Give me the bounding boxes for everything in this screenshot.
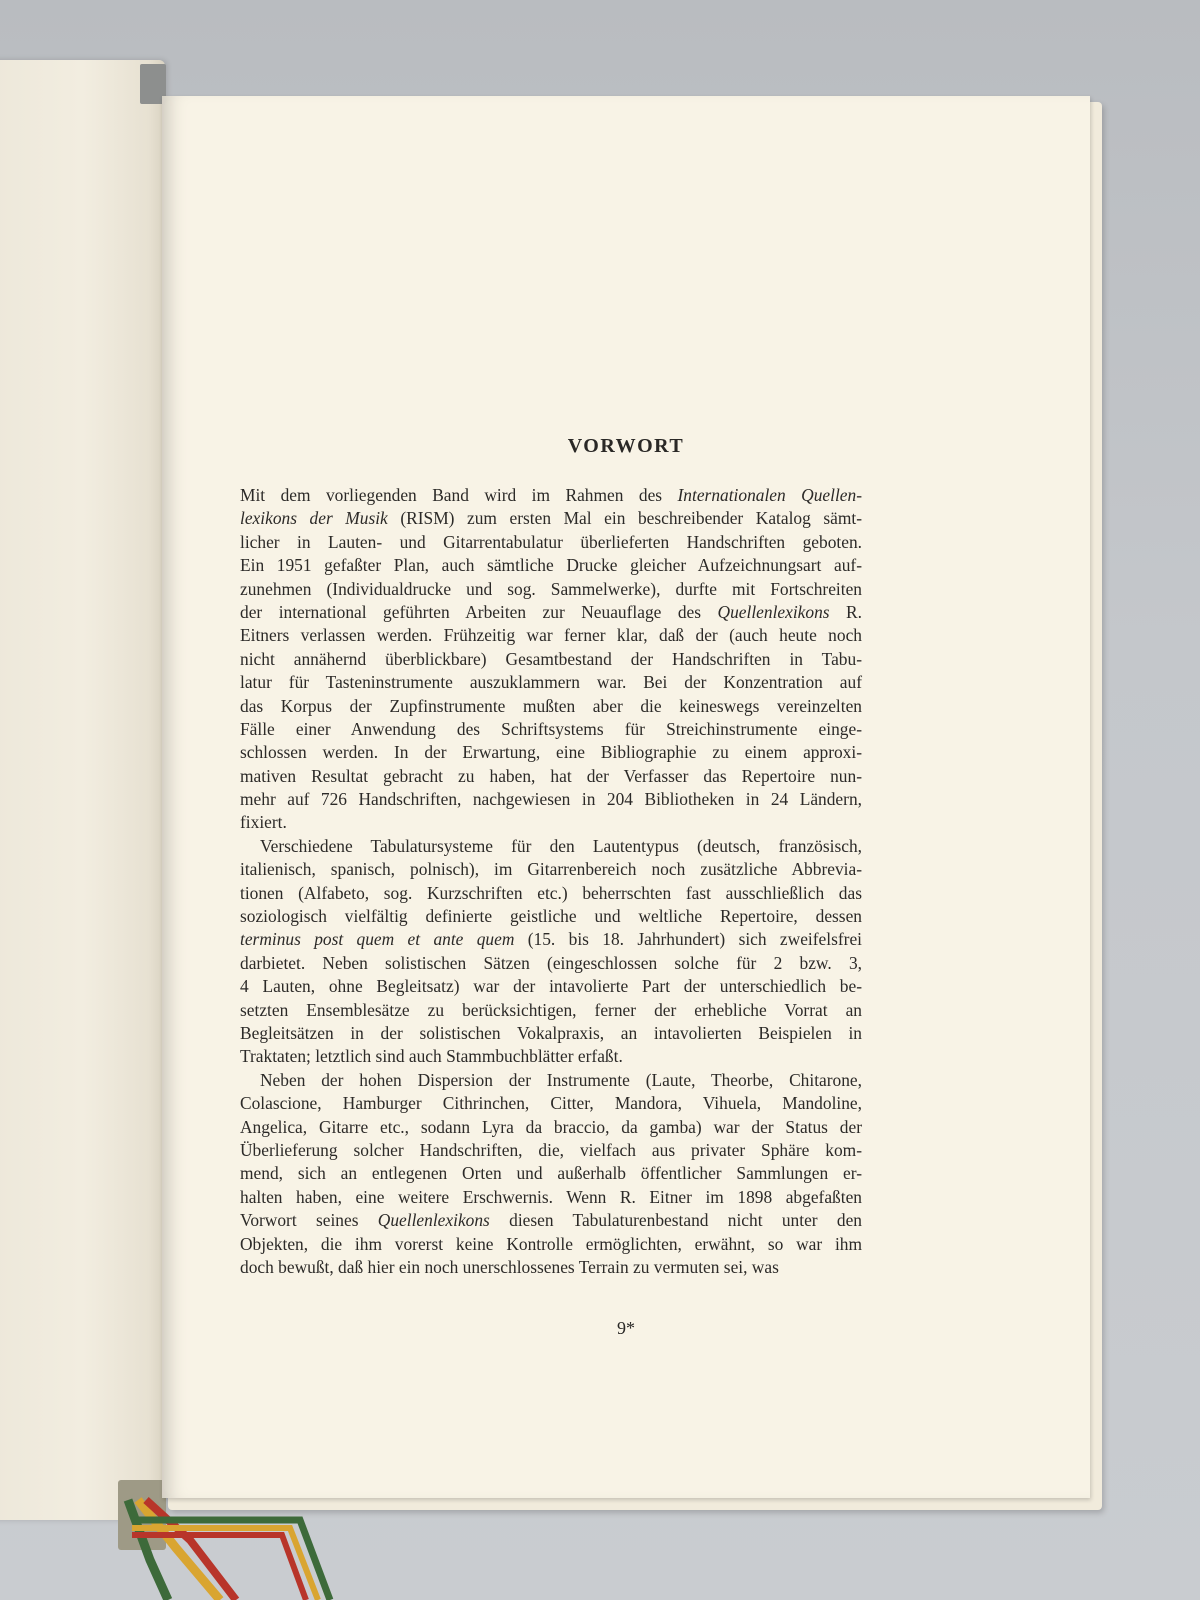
text-line	[240, 578, 862, 601]
text-line	[240, 811, 862, 834]
text-segment: mehr auf 726 Handschriften, nachgewiesen in 204 Bibliotheken in 24 Ländern,	[240, 789, 862, 810]
text-segment: R.	[829, 601, 862, 622]
text-segment: licher in Lauten- und Gitarrentabulatur überlieferten Handschriften geboten.	[240, 531, 862, 552]
text-line	[240, 554, 862, 577]
text-line	[240, 1069, 862, 1092]
text-segment: Eitners verlassen werden. Frühzeitig war ferner klar, daß der (auch heute noch	[240, 625, 862, 646]
text-line	[240, 648, 862, 671]
text-line	[240, 601, 862, 624]
text-segment: darbietet. Neben solistischen Sätzen (eingeschlossen solche für 2 bzw. 3,	[240, 952, 862, 973]
text-segment: Angelica, Gitarre etc., sodann Lyra da braccio, da gamba) war der Status der	[240, 1116, 862, 1137]
text-segment: Begleitsätzen in der solistischen Vokalpraxis, an intavolierten Beispielen in	[240, 1022, 862, 1043]
text-segment: Vorwort seines	[240, 1210, 378, 1231]
text-line	[240, 928, 862, 951]
text-segment: (RISM) zum ersten Mal ein beschreibender Katalog sämt-	[387, 508, 862, 529]
italic-text: lexikons der Musik	[240, 508, 388, 529]
paragraph	[240, 484, 862, 835]
text-line	[240, 999, 862, 1022]
text-line	[240, 882, 862, 905]
text-line	[240, 531, 862, 554]
text-segment: Verschiedene Tabulatursysteme für den Lautentypus (deutsch, französisch,	[260, 835, 862, 856]
text-line	[240, 741, 862, 764]
text-segment: Traktaten; letztlich sind auch Stammbuchblätter erfaßt.	[240, 1046, 623, 1067]
text-line	[240, 1139, 862, 1162]
text-line	[240, 835, 862, 858]
text-segment: mativen Resultat gebracht zu haben, hat der Verfasser das Repertoire nun-	[240, 765, 862, 786]
text-line	[240, 1092, 862, 1115]
text-segment: halten haben, eine weitere Erschwernis. Wenn R. Eitner im 1898 abgefaßten	[240, 1186, 862, 1207]
text-line	[240, 765, 862, 788]
text-segment: Ein 1951 gefaßter Plan, auch sämtliche Drucke gleicher Aufzeichnungsart auf-	[240, 555, 862, 576]
text-segment: doch bewußt, daß hier ein noch unerschlossenes Terrain zu vermuten sei, was	[240, 1256, 779, 1277]
page-number: 9*	[617, 1318, 635, 1338]
text-segment: Fälle einer Anwendung des Schriftsystems für Streichinstrumente einge-	[240, 718, 862, 739]
text-segment: Überlieferung solcher Handschriften, die, vielfach aus privater Sphäre kom-	[240, 1139, 862, 1160]
italic-text: Quellenlexikons	[377, 1210, 490, 1231]
text-line	[240, 507, 862, 530]
text-line	[240, 788, 862, 811]
text-segment: mend, sich an entlegenen Orten und außerhalb öffentlicher Sammlungen er-	[240, 1163, 862, 1184]
left-page	[0, 60, 165, 1520]
book-spine-bottom	[118, 1480, 166, 1550]
text-line	[240, 671, 862, 694]
text-segment: latur für Tasteninstrumente auszuklammern war. Bei der Konzentration auf	[240, 672, 862, 693]
text-segment: diesen Tabulaturenbestand nicht unter den	[489, 1210, 862, 1231]
text-segment: (15. bis 18. Jahrhundert) sich zweifelsfrei	[514, 929, 862, 950]
text-segment: fixiert.	[240, 812, 287, 833]
text-segment: schlossen werden. In der Erwartung, eine Bibliographie zu einem approxi-	[240, 742, 862, 763]
text-line	[240, 1256, 862, 1279]
text-line	[240, 718, 862, 741]
text-segment: setzten Ensemblesätze zu berücksichtigen, ferner der erhebliche Vorrat an	[240, 999, 862, 1020]
text-line	[240, 975, 862, 998]
text-segment: italienisch, spanisch, polnisch), im Gitarrenbereich noch zusätzliche Abbrevia-	[240, 859, 862, 880]
text-line	[240, 952, 862, 975]
text-line	[240, 624, 862, 647]
text-segment: Objekten, die ihm vorerst keine Kontrolle ermöglichten, erwähnt, so war ihm	[240, 1233, 862, 1254]
text-line	[240, 905, 862, 928]
text-segment: Mit dem vorliegenden Band wird im Rahmen des	[240, 485, 678, 505]
text-segment: Neben der hohen Dispersion der Instrumente (Laute, Theorbe, Chitarone,	[260, 1069, 862, 1090]
text-line	[240, 1116, 862, 1139]
text-segment: der international geführten Arbeiten zur Neuauflage des	[240, 601, 718, 622]
paragraph	[240, 1069, 862, 1280]
text-line	[240, 484, 862, 507]
right-page	[162, 96, 1090, 1498]
paragraph	[240, 835, 862, 1069]
body-text	[240, 484, 862, 1279]
text-line	[240, 1209, 862, 1232]
text-line	[240, 858, 862, 881]
text-line	[240, 1045, 862, 1068]
text-segment: tionen (Alfabeto, sog. Kurzschriften etc.) beherrschten fast ausschließlich das	[240, 882, 862, 903]
text-line	[240, 1022, 862, 1045]
text-segment: 4 Lauten, ohne Begleitsatz) war der intavolierte Part der unterschiedlich be-	[240, 976, 862, 997]
page-heading: VORWORT	[567, 435, 685, 457]
italic-text: Quellenlexikons	[717, 601, 830, 622]
text-segment: das Korpus der Zupfinstrumente mußten aber die keineswegs vereinzelten	[240, 695, 862, 716]
text-line	[240, 695, 862, 718]
text-segment: soziologisch vielfältig definierte geistliche und weltliche Repertoire, dessen	[240, 906, 862, 927]
text-line	[240, 1233, 862, 1256]
text-line	[240, 1162, 862, 1185]
text-segment: Colascione, Hamburger Cithrinchen, Citter, Mandora, Vihuela, Mandoline,	[240, 1093, 862, 1114]
text-segment: zunehmen (Individualdrucke und sog. Sammelwerke), durfte mit Fortschreiten	[240, 578, 862, 599]
text-line	[240, 1186, 862, 1209]
italic-text: Internationalen Quellen-	[677, 485, 862, 505]
text-segment: nicht annähernd überblickbare) Gesamtbestand der Handschriften in Tabu-	[240, 648, 862, 669]
italic-text: terminus post quem et ante quem	[240, 929, 515, 950]
